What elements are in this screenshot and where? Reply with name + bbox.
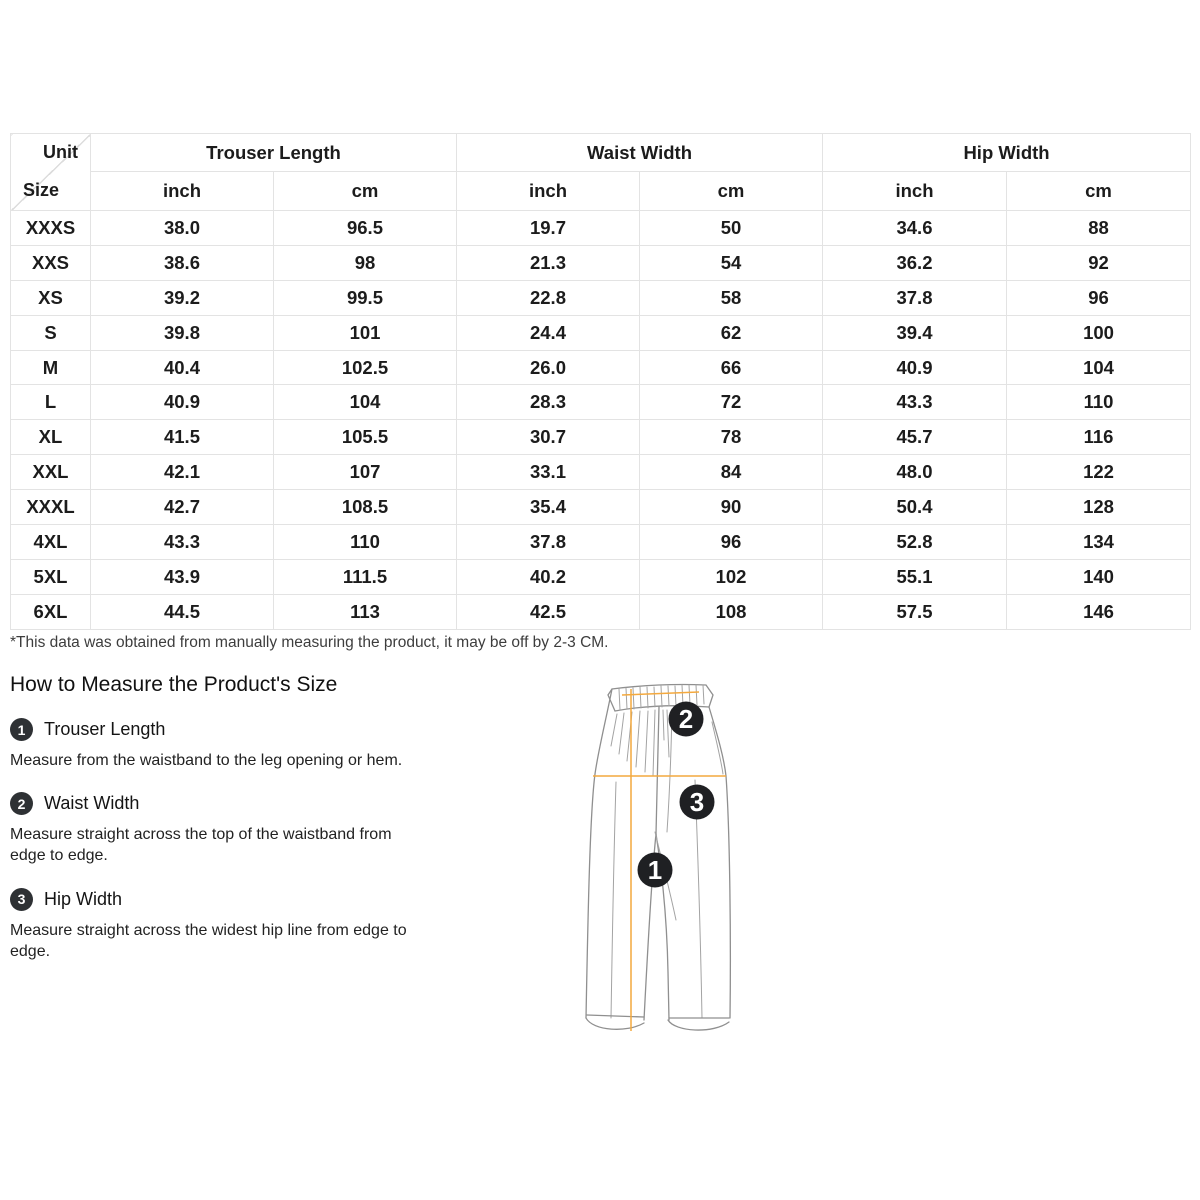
measurement-value: 50 [640, 211, 823, 246]
measurement-value: 58 [640, 280, 823, 315]
how-to-measure-title: How to Measure the Product's Size [10, 673, 338, 696]
measurement-value: 98 [274, 245, 457, 280]
measurement-value: 40.9 [823, 350, 1007, 385]
trousers-illustration [555, 662, 845, 1062]
step-1-badge: 1 [10, 718, 33, 741]
measure-item-waist-width [10, 792, 416, 815]
measurement-value: 84 [640, 455, 823, 490]
measurement-value: 50.4 [823, 490, 1007, 525]
measurement-value: 42.5 [457, 594, 640, 629]
measurement-value: 57.5 [823, 594, 1007, 629]
table-row [11, 211, 1191, 246]
left-hem [586, 1015, 644, 1029]
measurement-value: 21.3 [457, 245, 640, 280]
size-label: XL [11, 420, 91, 455]
center-front-seam [656, 707, 659, 834]
measurement-value: 43.3 [91, 525, 274, 560]
table-row [11, 525, 1191, 560]
unit-header: inch [457, 172, 640, 211]
measurement-value: 110 [274, 525, 457, 560]
measurement-value: 140 [1007, 559, 1191, 594]
measurement-value: 34.6 [823, 211, 1007, 246]
table-row [11, 315, 1191, 350]
measurement-value: 101 [274, 315, 457, 350]
unit-header: cm [1007, 172, 1191, 211]
unit-header: inch [823, 172, 1007, 211]
size-label: XS [11, 280, 91, 315]
measurement-value: 44.5 [91, 594, 274, 629]
measurement-value: 28.3 [457, 385, 640, 420]
badge-number: 1 [647, 855, 663, 885]
left-outer-seam [586, 689, 612, 1018]
measurement-value: 116 [1007, 420, 1191, 455]
measurement-value: 35.4 [457, 490, 640, 525]
measure-item-trouser-length [10, 718, 416, 741]
measurement-value: 19.7 [457, 211, 640, 246]
measurement-value: 42.1 [91, 455, 274, 490]
measurement-value: 108 [640, 594, 823, 629]
size-label: XXXS [11, 211, 91, 246]
measurement-value: 99.5 [274, 280, 457, 315]
measurement-value: 62 [640, 315, 823, 350]
measurement-value: 42.7 [91, 490, 274, 525]
measurement-value: 96 [1007, 280, 1191, 315]
left-leg-crease [611, 782, 616, 1018]
measurement-value: 43.9 [91, 559, 274, 594]
table-row [11, 490, 1191, 525]
waist-gather-lines [611, 710, 723, 776]
measurement-value: 30.7 [457, 420, 640, 455]
measurement-value: 90 [640, 490, 823, 525]
measure-item-description: Measure straight across the widest hip line from edge to edge. [10, 921, 407, 960]
measurement-value: 26.0 [457, 350, 640, 385]
measurement-value: 55.1 [823, 559, 1007, 594]
measurement-value: 102 [640, 559, 823, 594]
corner-unit-label: Unit [43, 142, 78, 162]
unit-header: inch [91, 172, 274, 211]
measurement-disclaimer: *This data was obtained from manually measuring the product, it may be off by 2-3 CM. [10, 634, 609, 651]
table-row [11, 594, 1191, 629]
measurement-value: 104 [1007, 350, 1191, 385]
badge-number: 3 [689, 787, 705, 817]
table-row [11, 385, 1191, 420]
measurement-value: 41.5 [91, 420, 274, 455]
size-label: S [11, 315, 91, 350]
measurement-value: 107 [274, 455, 457, 490]
measurement-value: 146 [1007, 594, 1191, 629]
size-label: 5XL [11, 559, 91, 594]
diagram-badge-waist [669, 702, 704, 737]
size-label: M [11, 350, 91, 385]
measurement-value: 39.2 [91, 280, 274, 315]
size-label: XXS [11, 245, 91, 280]
measurement-value: 40.2 [457, 559, 640, 594]
measure-item-label: Waist Width [44, 793, 140, 814]
size-label: 6XL [11, 594, 91, 629]
group-header-trouser-length: Trouser Length [91, 134, 457, 172]
measurement-value: 37.8 [823, 280, 1007, 315]
step-3-badge: 3 [10, 888, 33, 911]
unit-header: cm [640, 172, 823, 211]
measurement-value: 110 [1007, 385, 1191, 420]
measurement-value: 102.5 [274, 350, 457, 385]
measurement-value: 43.3 [823, 385, 1007, 420]
measurement-value: 108.5 [274, 490, 457, 525]
measurement-value: 113 [274, 594, 457, 629]
measurement-value: 96.5 [274, 211, 457, 246]
measurement-value: 92 [1007, 245, 1191, 280]
measurement-value: 78 [640, 420, 823, 455]
measurement-value: 66 [640, 350, 823, 385]
size-chart-table [10, 133, 1191, 630]
measurement-value: 134 [1007, 525, 1191, 560]
measure-item-hip-width [10, 888, 416, 911]
measurement-value: 72 [640, 385, 823, 420]
how-to-measure-section [10, 672, 416, 962]
table-row [11, 559, 1191, 594]
group-header-hip-width: Hip Width [823, 134, 1191, 172]
measurement-value: 38.6 [91, 245, 274, 280]
group-header-waist-width: Waist Width [457, 134, 823, 172]
table-row [11, 280, 1191, 315]
size-table-body [11, 211, 1191, 630]
unit-header: cm [274, 172, 457, 211]
table-unit-header-row [11, 172, 1191, 211]
measurement-value: 54 [640, 245, 823, 280]
measurement-value: 40.4 [91, 350, 274, 385]
measurement-value: 45.7 [823, 420, 1007, 455]
measurement-value: 39.8 [91, 315, 274, 350]
measurement-value: 33.1 [457, 455, 640, 490]
table-row [11, 420, 1191, 455]
measurement-value: 104 [274, 385, 457, 420]
measurement-value: 122 [1007, 455, 1191, 490]
size-label: XXXL [11, 490, 91, 525]
measurement-value: 128 [1007, 490, 1191, 525]
unit-size-corner-cell [11, 134, 91, 211]
table-row [11, 350, 1191, 385]
diagram-badge-length [638, 853, 673, 888]
table-group-header-row [11, 134, 1191, 172]
size-label: L [11, 385, 91, 420]
right-outer-seam [709, 707, 730, 1018]
size-label: XXL [11, 455, 91, 490]
measurement-value: 40.9 [91, 385, 274, 420]
measurement-value: 88 [1007, 211, 1191, 246]
corner-size-label: Size [23, 180, 60, 200]
measurement-value: 38.0 [91, 211, 274, 246]
measurement-value: 105.5 [274, 420, 457, 455]
badge-number: 2 [678, 704, 694, 734]
diagram-badge-hip [680, 785, 715, 820]
measurement-value: 36.2 [823, 245, 1007, 280]
step-2-badge: 2 [10, 792, 33, 815]
measurement-value: 22.8 [457, 280, 640, 315]
table-row [11, 455, 1191, 490]
measure-item-label: Trouser Length [44, 719, 166, 740]
right-hem [668, 1018, 729, 1030]
measure-item-label: Hip Width [44, 888, 123, 909]
measure-item-description: Measure straight across the top of the waistband from edge to edge. [10, 826, 392, 865]
measurement-value: 111.5 [274, 559, 457, 594]
measurement-value: 100 [1007, 315, 1191, 350]
measurement-value: 37.8 [457, 525, 640, 560]
measurement-value: 52.8 [823, 525, 1007, 560]
table-row [11, 245, 1191, 280]
measurement-value: 24.4 [457, 315, 640, 350]
measurement-value: 96 [640, 525, 823, 560]
size-label: 4XL [11, 525, 91, 560]
measurement-value: 48.0 [823, 455, 1007, 490]
measure-item-description: Measure from the waistband to the leg opening or hem. [10, 752, 403, 770]
measurement-value: 39.4 [823, 315, 1007, 350]
